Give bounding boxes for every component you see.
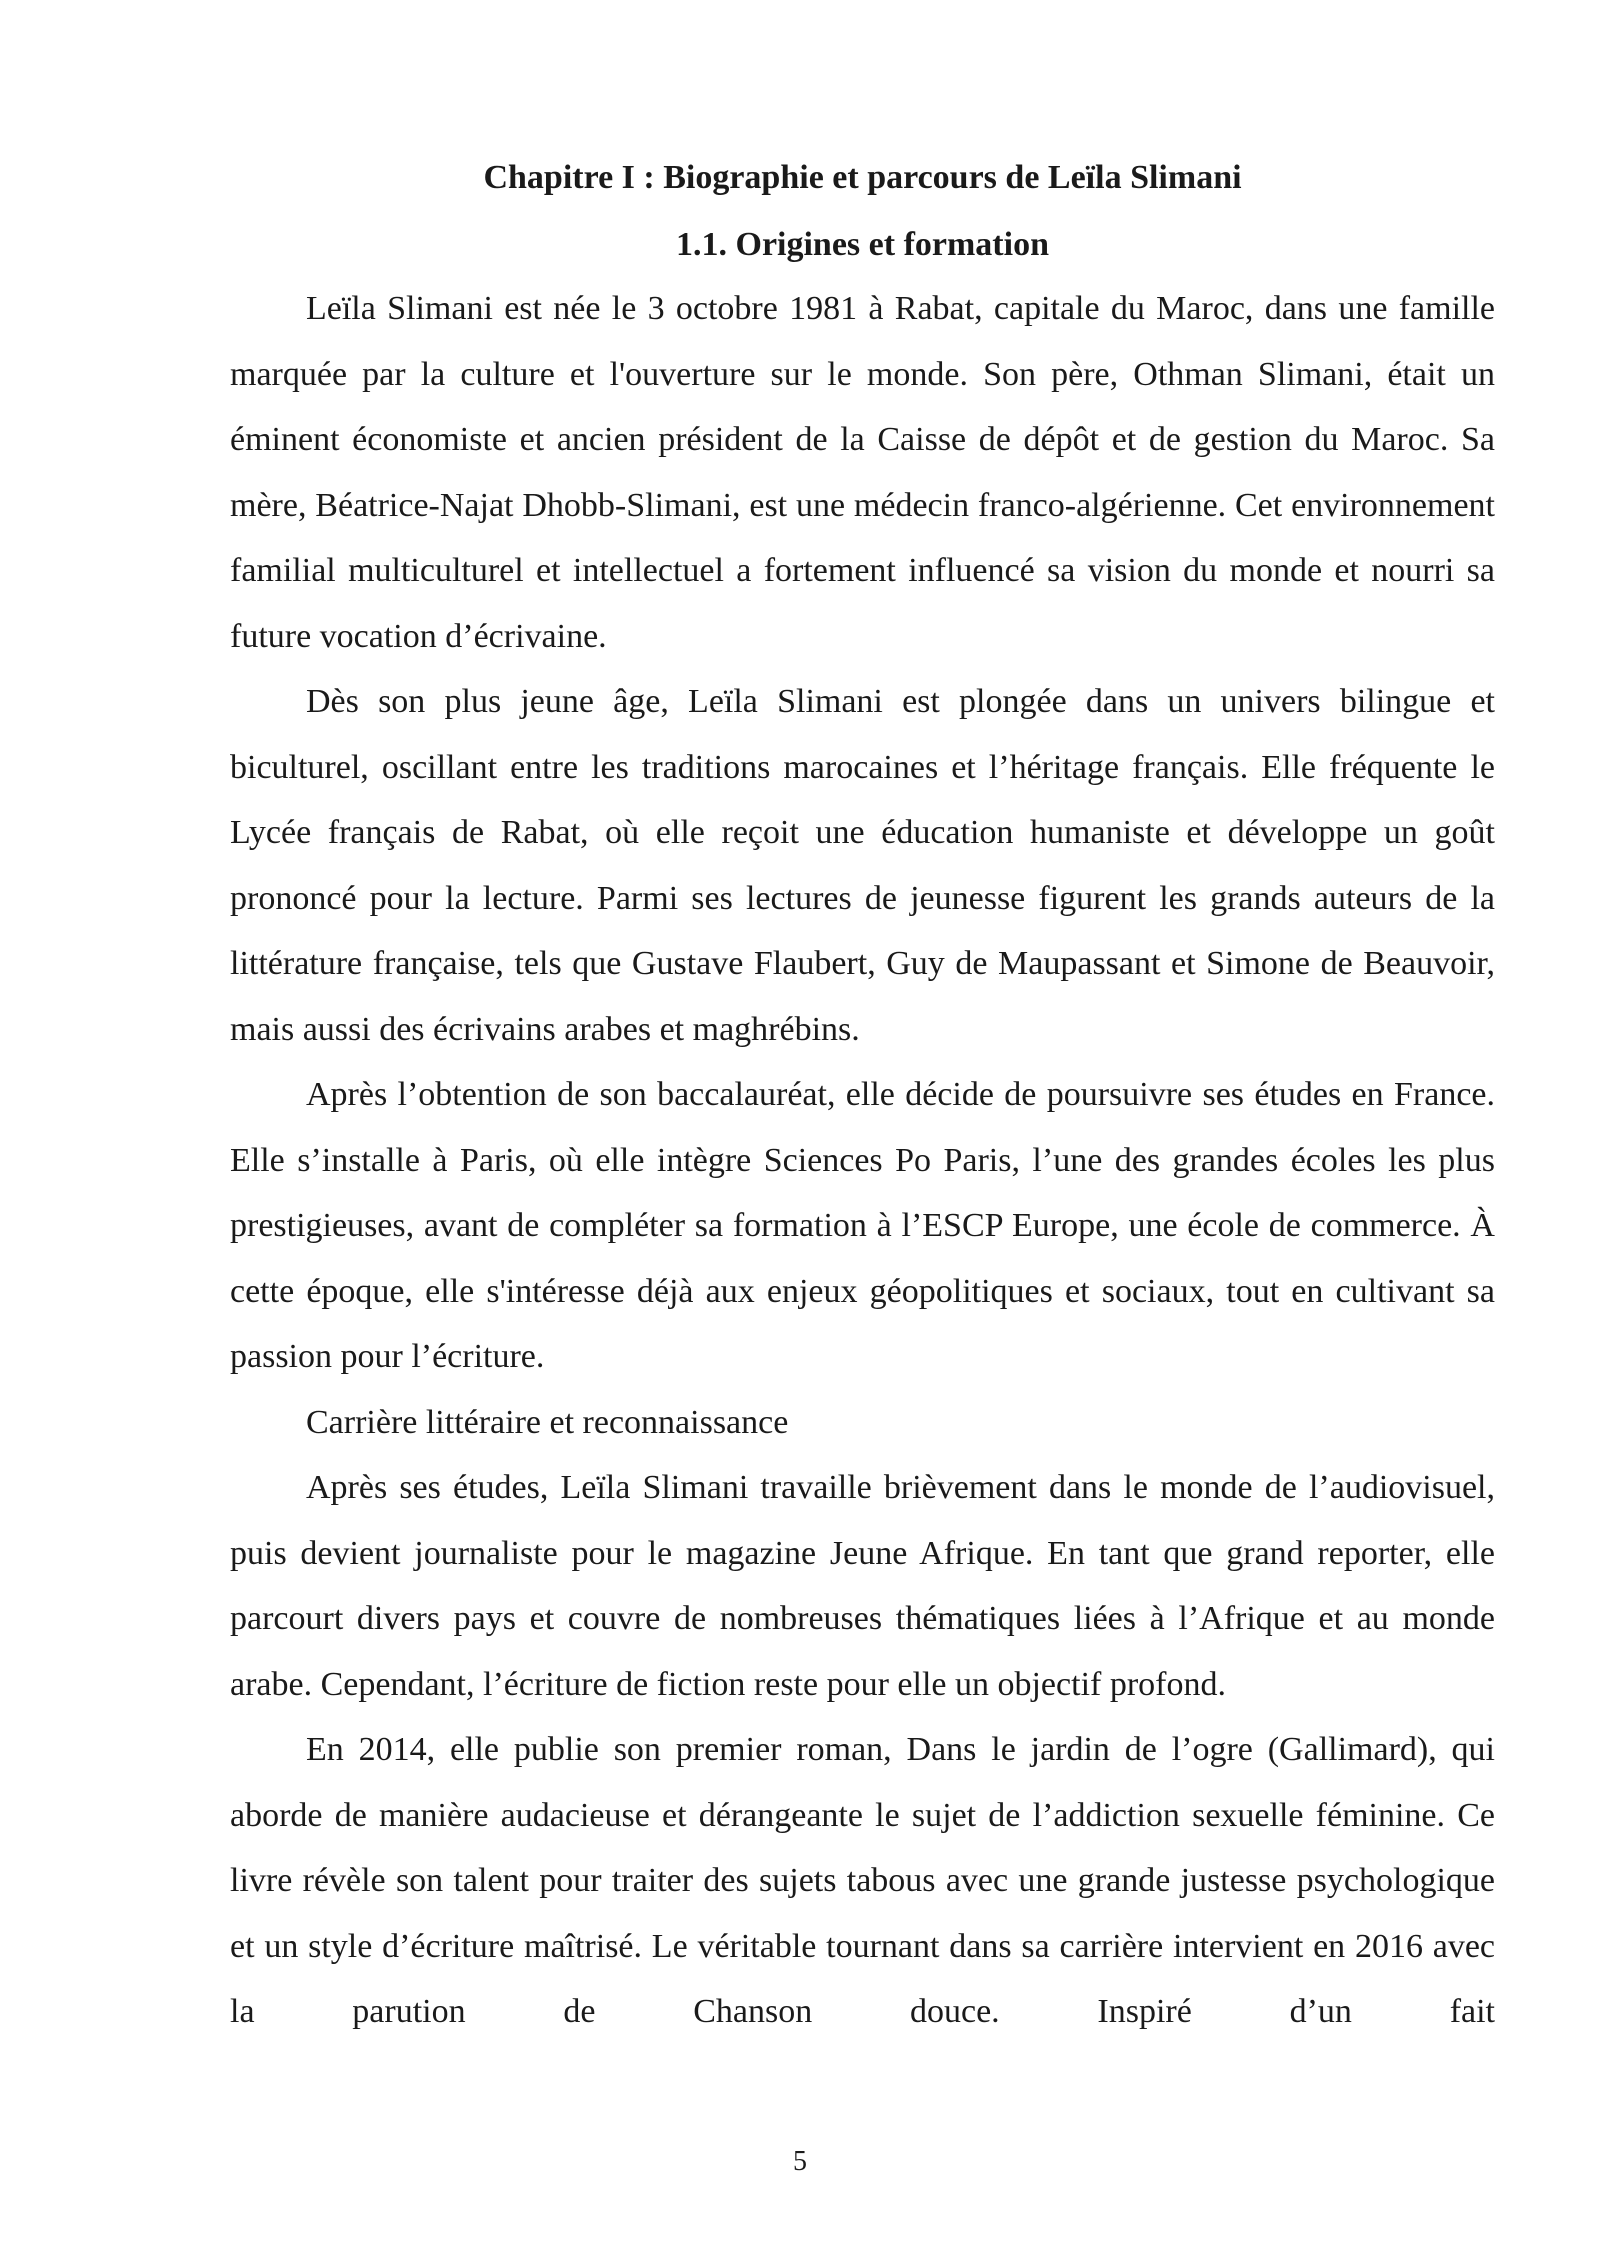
paragraph-novels: En 2014, elle publie son premier roman, Dans le jardin de l’ogre (Gallimard), qui aborde de manière audacieuse et dérangeante le sujet de l’addiction sexuelle féminine. Ce livre révèle son talent pour traiter des sujets tabous avec une grande justesse psychologique et un style d’écriture maîtrisé. Le véritable tournant dans sa carrière intervient en 2016 avec la parution de Chanson douce. Inspiré d’un fait (230, 1731, 1495, 2030)
paragraph-journalism: Après ses études, Leïla Slimani travaille brièvement dans le monde de l’audiovisuel, puis devient journaliste pour le magazine Jeune Afrique. En tant que grand reporter, elle parcourt divers pays et couvre de nombreuses thématiques liées à l’Afrique et au monde arabe. Cependant, l’écriture de fiction reste pour elle un objectif profond. (230, 1469, 1495, 1703)
page-number: 5 (793, 2146, 807, 2177)
chapter-title: Chapitre I : Biographie et parcours de Leïla Slimani (483, 159, 1242, 196)
page-content (230, 150, 1495, 2045)
paragraph-studies: Après l’obtention de son baccalauréat, elle décide de poursuivre ses études en France. Elle s’installe à Paris, où elle intègre Sciences Po Paris, l’une des grandes écoles les plus prestigieuses, avant de compléter sa formation à l’ESCP Europe, une école de commerce. À cette époque, elle s'intéresse déjà aux enjeux géopolitiques et sociaux, tout en cultivant sa passion pour l’écriture. (230, 1076, 1495, 1375)
paragraph-origins: Leïla Slimani est née le 3 octobre 1981 à Rabat, capitale du Maroc, dans une famille marquée par la culture et l'ouverture sur le monde. Son père, Othman Slimani, était un éminent économiste et ancien président de la Caisse de dépôt et de gestion du Maroc. Sa mère, Béatrice-Najat Dhobb-Slimani, est une médecin franco-algérienne. Cet environnement familial multiculturel et intellectuel a fortement influencé sa vision du monde et nourri sa future vocation d’écrivaine. (230, 290, 1495, 655)
paragraph-childhood: Dès son plus jeune âge, Leïla Slimani est plongée dans un univers bilingue et biculturel, oscillant entre les traditions marocaines et l’héritage français. Elle fréquente le Lycée français de Rabat, où elle reçoit une éducation humaniste et développe un goût prononcé pour la lecture. Parmi ses lectures de jeunesse figurent les grands auteurs de la littérature française, tels que Gustave Flaubert, Guy de Maupassant et Simone de Beauvoir, mais aussi des écrivains arabes et maghrébins. (230, 683, 1495, 1048)
subheading-career: Carrière littéraire et reconnaissance (306, 1403, 789, 1441)
section-title: 1.1. Origines et formation (676, 226, 1049, 263)
